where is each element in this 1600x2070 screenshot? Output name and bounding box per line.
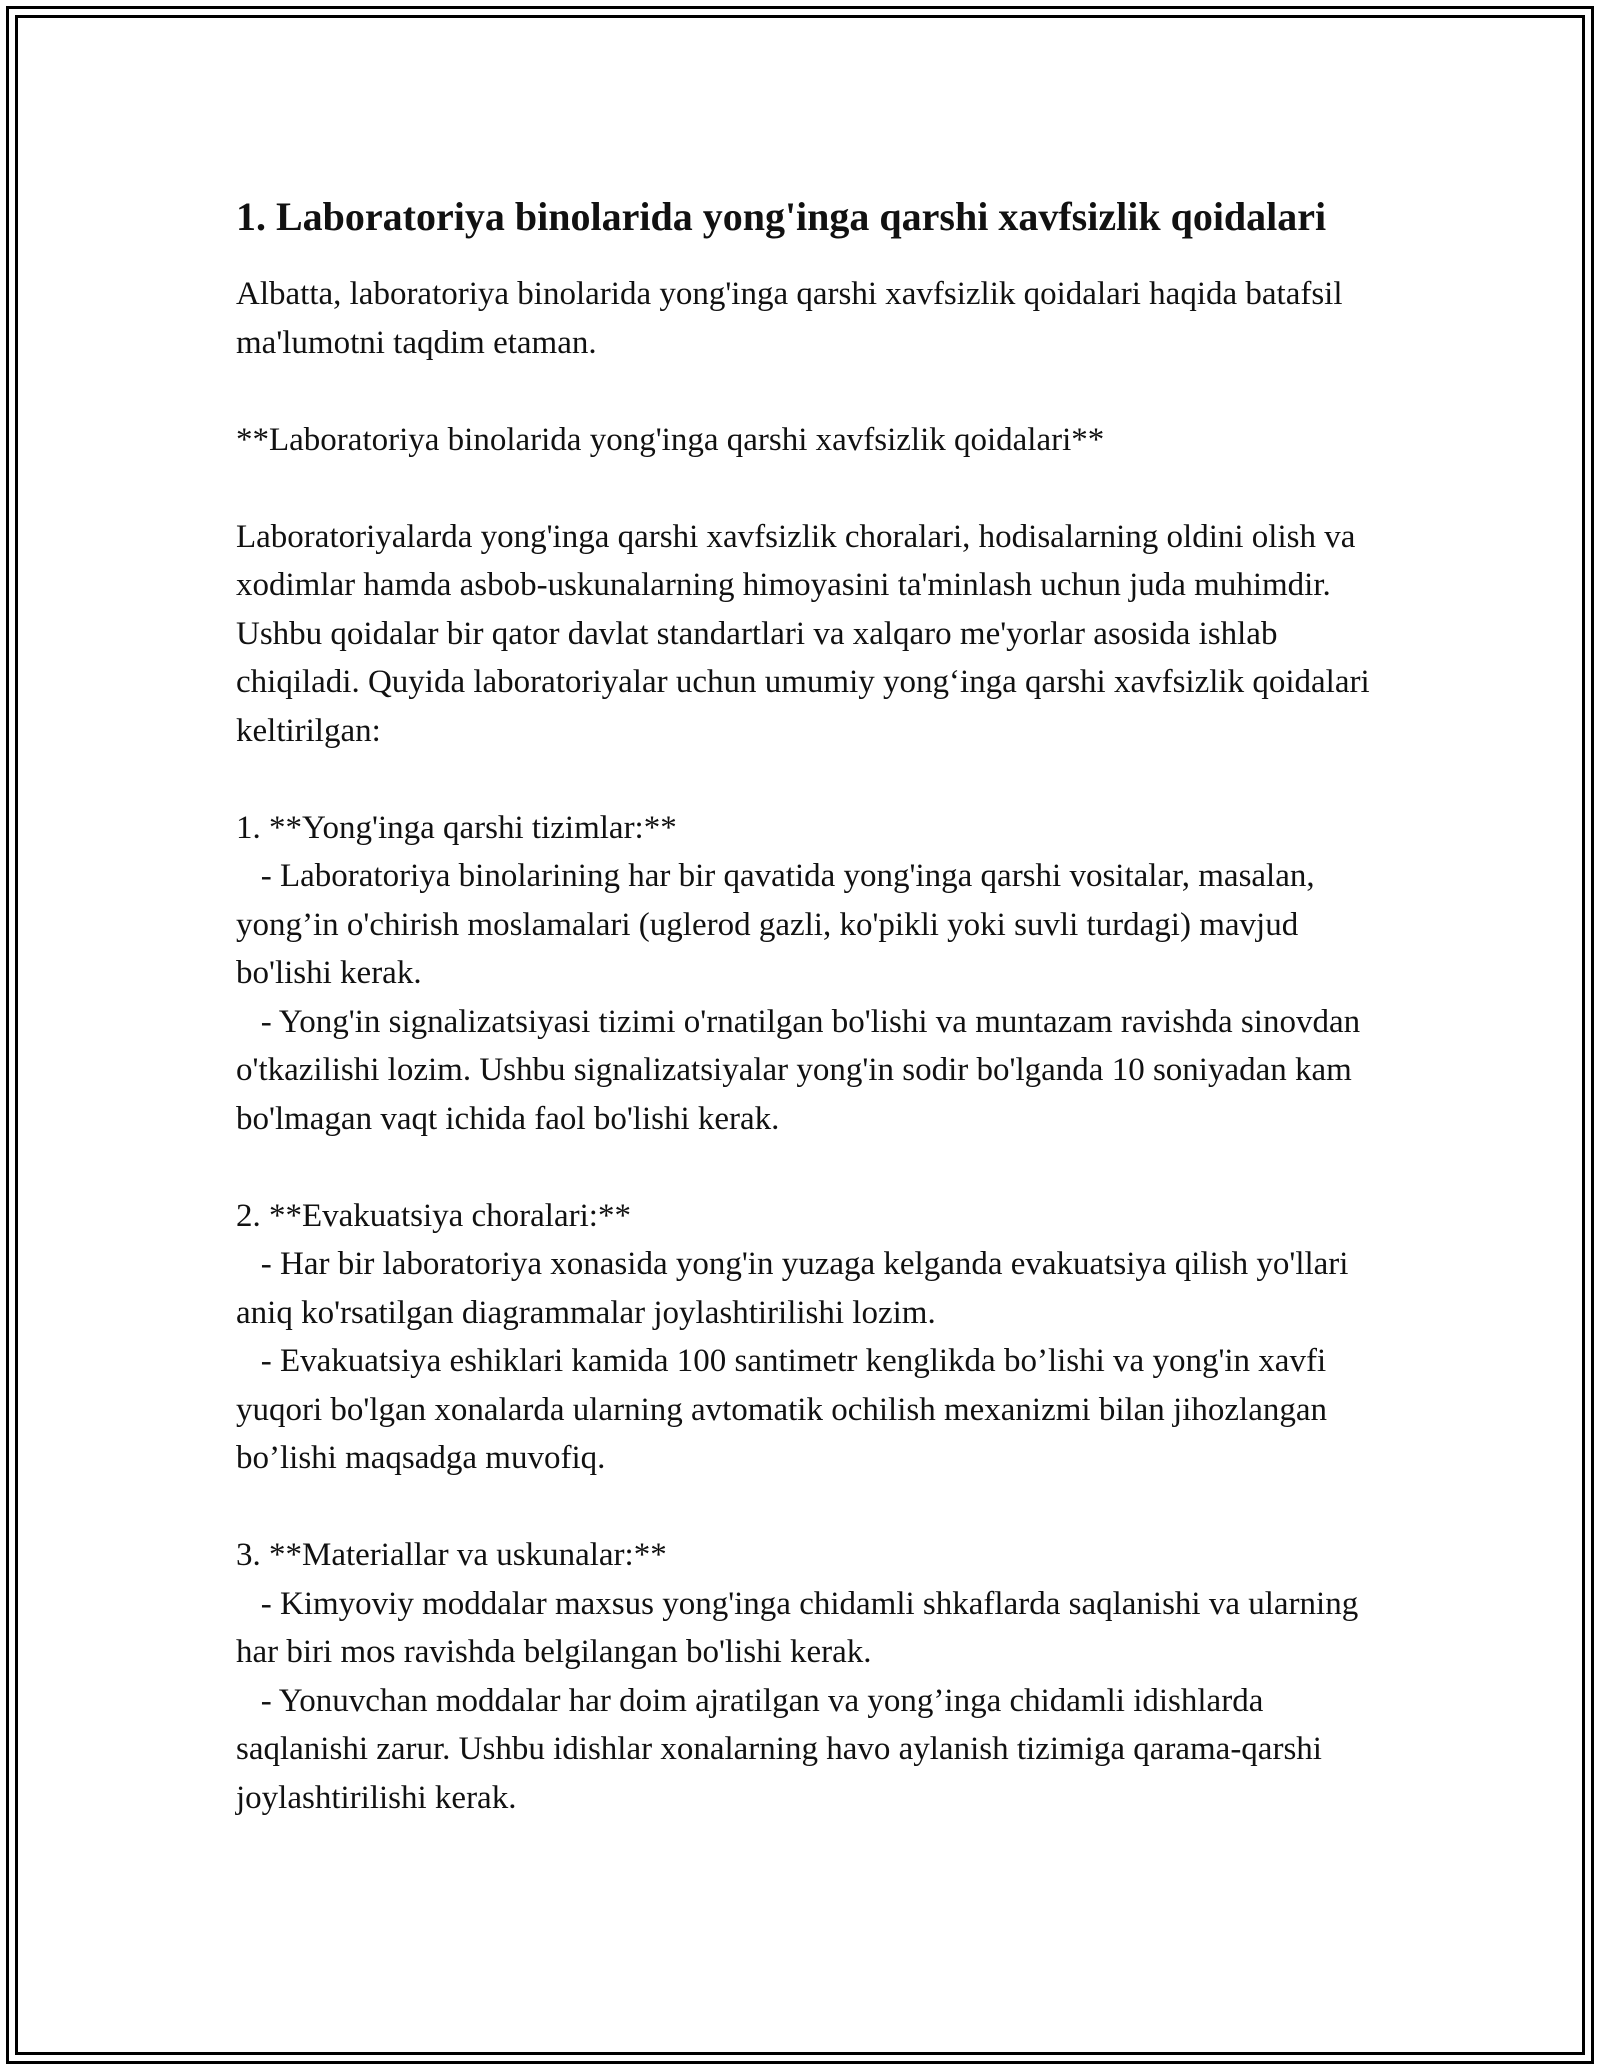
list-item: - Kimyoviy moddalar maxsus yong'inga chidamli shkaflarda saqlanishi va ularning har biri mos ravishda belgilangan bo'lishi kerak. [236, 1585, 1367, 1670]
document-body [236, 188, 1386, 1871]
list-item: - Har bir laboratoriya xonasida yong'in yuzaga kelganda evakuatsiya qilish yo'llari aniq ko'rsatilgan diagrammalar joylashtirilishi lozim. [236, 1246, 1357, 1331]
list-item: - Evakuatsiya eshiklari kamida 100 santimetr kenglikda bo’lishi va yong'in xavfi yuqori bo'lgan xonalarda ularning avtomatik ochilish mexanizmi bilan jihozlangan bo’lishi maqsadga muvofiq. [236, 1343, 1336, 1476]
intro-paragraph: Albatta, laboratoriya binolarida yong'inga qarshi xavfsizlik qoidalari haqida batafsil ma'lumotni taqdim etaman. [236, 276, 1343, 361]
section-heading: 3. **Materiallar va uskunalar:** [236, 1537, 667, 1573]
overview-paragraph: Laboratoriyalarda yong'inga qarshi xavfsizlik choralari, hodisalarning oldini olish va xodimlar hamda asbob-uskunalarning himoyasini ta'minlash uchun juda muhimdir. Ushbu qoidalar bir qator davlat standartlari va xalqaro me'yorlar asosida ishlab chiqiladi. Quyida laboratoriyalar uchun umumiy yong‘inga qarshi xavfsizlik qoidalari keltirilgan: [236, 518, 1370, 749]
list-item: - Yonuvchan moddalar har doim ajratilgan va yong’inga chidamli idishlarda saqlanishi zarur. Ushbu idishlar xonalarning havo aylanish tizimiga qarama-qarshi joylashtirilishi kerak. [236, 1682, 1331, 1816]
section-heading: 1. **Yong'inga qarshi tizimlar:** [236, 809, 677, 846]
section-heading: 2. **Evakuatsiya choralari:** [236, 1197, 631, 1234]
subtitle-paragraph: **Laboratoriya binolarida yong'inga qarshi xavfsizlik qoidalari** [236, 421, 1105, 458]
list-item: - Yong'in signalizatsiyasi tizimi o'rnatilgan bo'lishi va muntazam ravishda sinovdan o'tkazilishi lozim. Ushbu signalizatsiyalar yong'in sodir bo'lganda 10 soniyadan kam bo'lmagan vaqt ichida faol bo'lishi kerak. [236, 1003, 1369, 1137]
list-item: - Laboratoriya binolarining har bir qavatida yong'inga qarshi vositalar, masalan, yong’in o'chirish moslamalari (uglerod gazli, ko'pikli yoki suvli turdagi) mavjud bo'lishi kerak. [236, 858, 1323, 991]
section-materials [236, 1531, 1386, 1822]
section-evacuation [236, 1192, 1386, 1483]
document-title: 1. Laboratoriya binolarida yong'inga qarshi xavfsizlik qoidalari [236, 194, 1327, 239]
section-fire-systems [236, 804, 1386, 1144]
